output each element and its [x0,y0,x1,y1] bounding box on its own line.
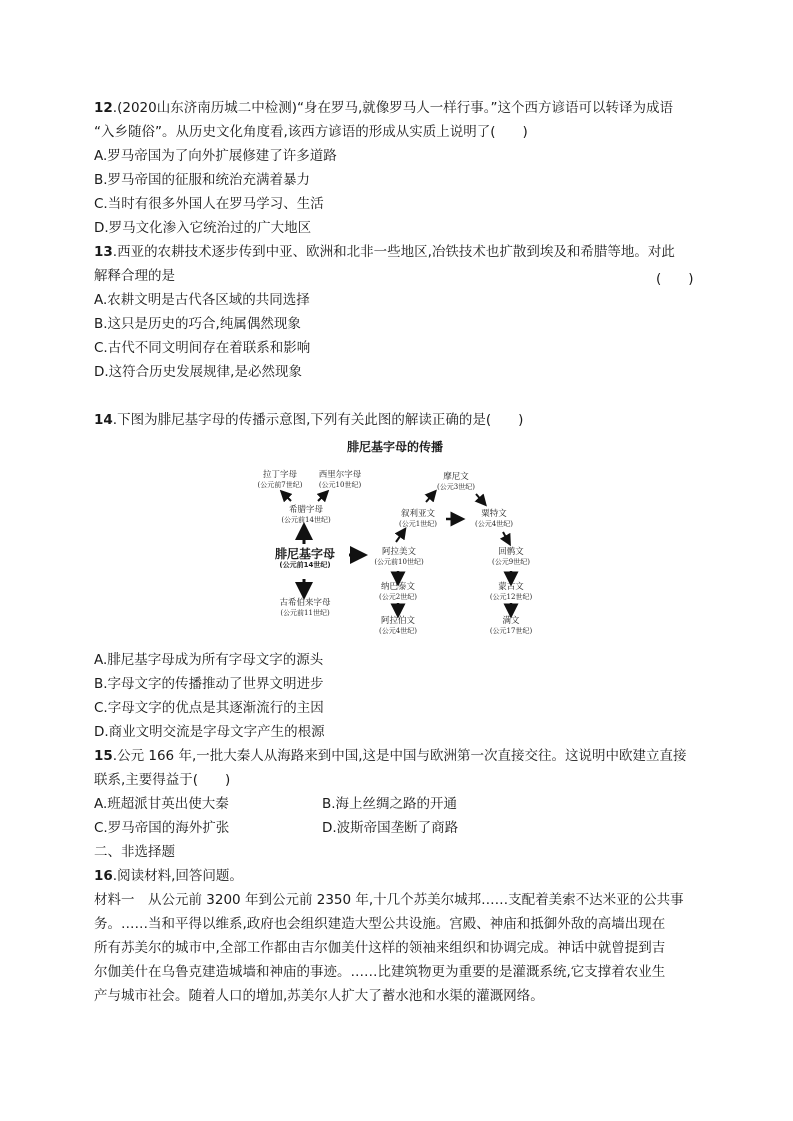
arrow-sogdian-to-uyghur [503,532,508,541]
arrow-syriac-to-manichaean [426,494,433,502]
q15-option-c[interactable]: C.罗马帝国的海外扩张 [94,820,230,836]
node-mongolian-name: 蒙古文 [498,582,524,592]
q16-material-line1: 材料一 从公元前 3200 年到公元前 2350 年,十几个苏美尔城邦……支配着美索不达米亚的公共事 [94,892,684,908]
q14-option-c[interactable]: C.字母文字的优点是其逐渐流行的主因 [94,700,324,716]
q16-material-line4: 尔伽美什在乌鲁克建造城墙和神庙的事迹。……比建筑物更为重要的是灌溉系统,它支撑着农业生 [94,964,666,980]
node-latin-date: (公元前7世纪) [257,481,303,489]
node-uyghur [480,547,542,567]
q15-option-a[interactable]: A.班超派甘英出使大秦 [94,796,229,812]
section-heading-non-choice: 二、非选择题 [94,844,175,860]
node-sogdian-date: (公元4世纪) [475,520,513,528]
q13-option-c[interactable]: C.古代不同文明间存在着联系和影响 [94,340,311,356]
node-syriac [388,509,448,529]
q14-option-a[interactable]: A.腓尼基字母成为所有字母文字的源头 [94,652,324,668]
node-aramaic-date: (公元前10世纪) [374,558,424,566]
q13-stem-text1: .西亚的农耕技术逐步传到中亚、欧洲和北非一些地区,冶铁技术也扩散到埃及和希腊等地。对此 [112,244,675,260]
alphabet-spread-diagram [246,434,544,639]
node-cyrillic-date: (公元10世纪) [318,481,362,489]
node-greek-name: 希腊字母 [288,505,323,515]
node-nabataean-date: (公元2世纪) [379,593,417,601]
q12-number: 12 [94,100,113,116]
node-mongolian [480,582,542,602]
q16-number: 16 [94,868,113,884]
q16-stem-line1 [94,867,243,885]
q15-number: 15 [94,748,113,764]
node-aramaic-name: 阿拉美文 [381,547,416,557]
q16-stem-text1: .阅读材料,回答问题。 [112,868,243,884]
q13-option-b[interactable]: B.这只是历史的巧合,纯属偶然现象 [94,316,301,332]
q14-option-b[interactable]: B.字母文字的传播推动了世界文明进步 [94,676,324,692]
q14-stem-text1: .下图为腓尼基字母的传播示意图,下列有关此图的解读正确的是( ) [112,412,524,428]
q12-option-b[interactable]: B.罗马帝国的征服和统治充满着暴力 [94,172,311,188]
q13-number: 13 [94,244,113,260]
diagram-title: 腓尼基字母的传播 [346,440,443,454]
q12-stem-text1: .(2020山东济南历城二中检测)“身在罗马,就像罗马人一样行事。”这个西方谚语可以转译为成语 [112,100,674,116]
arrow-greek-to-latin [284,494,291,501]
q13-option-a[interactable]: A.农耕文明是古代各区域的共同选择 [94,292,310,308]
node-manichaean-date: (公元3世纪) [437,483,475,491]
node-latin [250,470,310,490]
q14-stem-line1 [94,411,523,429]
q15-option-b[interactable]: B.海上丝绸之路的开通 [322,796,458,812]
node-mongolian-date: (公元12世纪) [489,593,533,601]
q13-stem-line2: 解释合理的是 [94,268,175,284]
node-manchu-date: (公元17世纪) [489,627,533,635]
q12-option-a[interactable]: A.罗马帝国为了向外扩展修建了许多道路 [94,148,337,164]
node-manichaean-name: 摩尼文 [443,472,469,482]
node-arabic [368,616,428,636]
q15-stem-text1: .公元 166 年,一批大秦人从海路来到中国,这是中国与欧洲第一次直接交往。这说明中欧建立直接 [112,748,687,764]
node-syriac-date: (公元1世纪) [399,520,437,528]
arrow-aramaic-to-syriac [396,532,403,542]
q15-stem-line1 [94,747,687,765]
node-hebrew [272,598,338,618]
q13-option-d[interactable]: D.这符合历史发展规律,是必然现象 [94,364,302,380]
node-greek [274,505,338,525]
q14-number: 14 [94,412,113,428]
node-nabataean [368,582,428,602]
node-syriac-name: 叙利亚文 [400,509,435,519]
node-hebrew-date: (公元前11世纪) [280,609,330,617]
node-phoenician-name: 腓尼基字母 [274,547,335,561]
q15-stem-line2: 联系,主要得益于( ) [94,772,231,788]
node-phoenician [262,547,348,570]
node-manchu-name: 满文 [502,616,520,626]
node-cyrillic-name: 西里尔字母 [318,470,362,480]
node-uyghur-name: 回鹘文 [498,547,524,557]
q16-material-line2: 务。……当和平得以维系,政府也会组织建造大型公共设施。宫殿、神庙和抵御外敌的高墙出现在 [94,916,666,932]
node-hebrew-name: 古希伯来字母 [279,598,331,608]
arrow-manichaean-to-sogdian [476,494,483,502]
q12-stem-line1 [94,99,673,117]
node-sogdian [464,509,524,529]
q13-answer-paren: ( ) [656,271,694,287]
q13-stem-line1 [94,243,675,261]
q15-option-d[interactable]: D.波斯帝国垄断了商路 [322,820,459,836]
q12-option-d[interactable]: D.罗马文化渗入它统治过的广大地区 [94,220,312,236]
node-nabataean-name: 纳巴泰文 [380,582,415,592]
node-aramaic [366,547,432,567]
q16-material-line3: 所有苏美尔的城市中,全部工作都由吉尔伽美什这样的领袖来组织和协调完成。神话中就曾提到吉 [94,940,666,956]
node-sogdian-name: 粟特文 [481,509,507,519]
node-phoenician-date: (公元前14世纪) [279,561,331,569]
q12-option-c[interactable]: C.当时有很多外国人在罗马学习、生活 [94,196,324,212]
node-greek-date: (公元前14世纪) [281,516,331,524]
node-arabic-date: (公元4世纪) [379,627,417,635]
q16-material-line5: 产与城市社会。随着人口的增加,苏美尔人扩大了蓄水池和水渠的灌溉网络。 [94,988,544,1004]
q12-stem-line2: “入乡随俗”。从历史文化角度看,该西方谚语的形成从实质上说明了( ) [94,124,528,140]
node-uyghur-date: (公元9世纪) [492,558,530,566]
node-manchu [480,616,542,636]
node-cyrillic [310,470,370,490]
arrow-greek-to-cyrillic [318,494,325,501]
node-manichaean [426,472,486,492]
node-arabic-name: 阿拉伯文 [380,616,415,626]
node-latin-name: 拉丁字母 [262,470,297,480]
q14-option-d[interactable]: D.商业文明交流是字母文字产生的根源 [94,724,325,740]
